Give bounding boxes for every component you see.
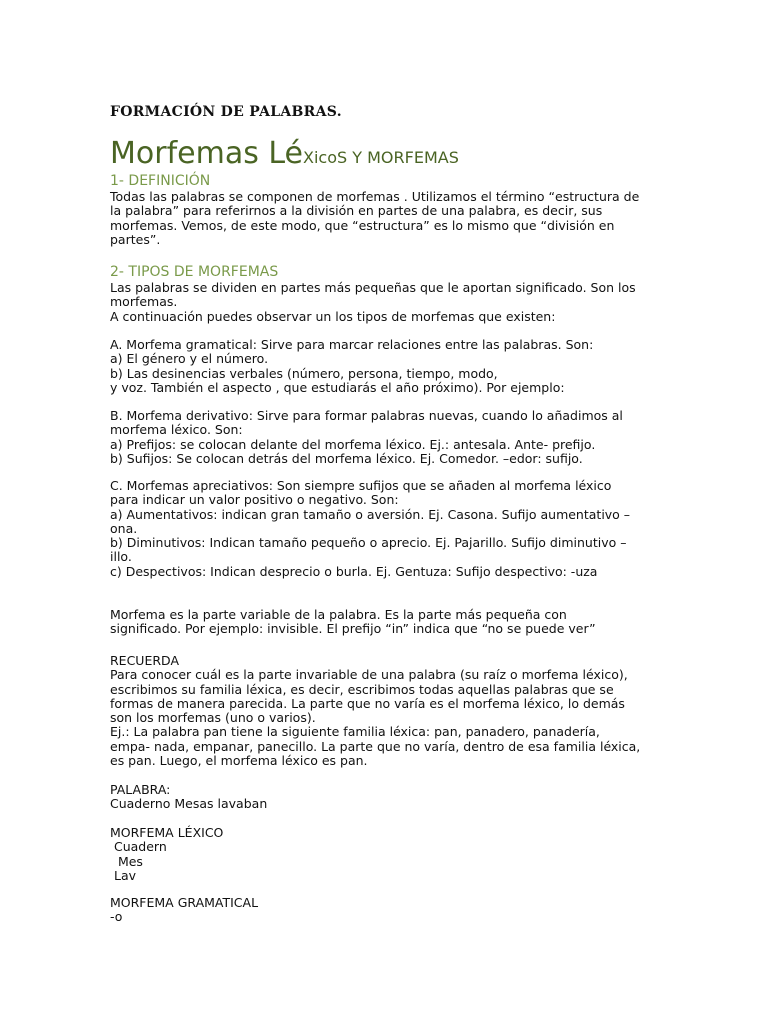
section-heading-main	[110, 136, 459, 171]
recuerda-line: Ej.: La palabra pan tiene la siguiente familia léxica: pan, panadero, panadería,	[110, 724, 600, 740]
block-c-line: para indicar un valor positivo o negativo. Son:	[110, 492, 399, 508]
block-morfemas-apreciativos	[110, 479, 670, 579]
block-a-line: b) Las desinencias verbales (número, persona, tiempo, modo,	[110, 365, 498, 381]
lexico-line: Mes	[110, 853, 143, 869]
block-b-line: b) Sufijos: Se colocan detrás del morfema léxico. Ej. Comedor. –edor: sufijo.	[110, 450, 583, 466]
block-c-line: C. Morfemas apreciativos: Son siempre sufijos que se añaden al morfema léxico	[110, 478, 612, 493]
block-recuerda	[110, 654, 670, 768]
tipos-intro-line: morfemas.	[110, 294, 178, 310]
block-a-line: A. Morfema gramatical: Sirve para marcar relaciones entre las palabras. Son:	[110, 337, 594, 352]
recuerda-line: Para conocer cuál es la parte invariable de una palabra (su raíz o morfema léxico),	[110, 667, 628, 683]
tipos-intro-line: Las palabras se dividen en partes más pequeñas que le aportan significado. Son los	[110, 280, 636, 295]
recuerda-line: son los morfemas (uno o varios).	[110, 710, 316, 726]
block-b-line: a) Prefijos: se colocan delante del morfema léxico. Ej.: antesala. Ante- prefijo.	[110, 436, 596, 452]
definicion-heading: 1- DEFINICIÓN	[110, 173, 211, 189]
definicion-line: Todas las palabras se componen de morfemas . Utilizamos el término “estructura de	[110, 189, 640, 204]
heading-large-part: Morfemas Lé	[110, 136, 304, 171]
recuerda-line: es pan. Luego, el morfema léxico es pan.	[110, 753, 368, 769]
block-b-line: morfema léxico. Son:	[110, 422, 243, 438]
section-definicion	[110, 173, 670, 247]
heading-small-part: XicoS Y MORFEMAS	[303, 148, 459, 167]
block-morfema-gramatical-ejemplo	[110, 896, 670, 925]
morfema-line: significado. Por ejemplo: invisible. El prefijo “in” indica que “no se puede ver”	[110, 621, 596, 637]
definicion-line: partes”.	[110, 231, 161, 247]
recuerda-line: RECUERDA	[110, 653, 180, 668]
recuerda-line: empa- nada, empanar, panecillo. La parte que no varía, dentro de esa familia léxica,	[110, 738, 641, 754]
lexico-line: Cuadern	[110, 839, 167, 855]
morfema-line: Morfema es la parte variable de la palabra. Es la parte más pequeña con	[110, 607, 567, 622]
recuerda-line: formas de manera parecida. La parte que no varía es el morfema léxico, lo demás	[110, 695, 625, 711]
definicion-line: morfemas. Vemos, de este modo, que “estructura” es lo mismo que “división en	[110, 217, 615, 233]
document-title: FORMACIÓN DE PALABRAS.	[110, 104, 342, 120]
block-c-line: illo.	[110, 549, 132, 565]
block-c-line: c) Despectivos: Indican desprecio o burla. Ej. Gentuza: Sufijo despectivo: -uza	[110, 563, 598, 579]
definicion-line: la palabra” para referirnos a la división en partes de una palabra, es decir, sus	[110, 203, 603, 219]
block-a-line: y voz. También el aspecto , que estudiarás el año próximo). Por ejemplo:	[110, 379, 565, 395]
tipos-intro-line: A continuación puedes observar un los tipos de morfemas que existen:	[110, 308, 556, 324]
block-b-line: B. Morfema derivativo: Sirve para formar palabras nuevas, cuando lo añadimos al	[110, 408, 623, 423]
block-c-line: b) Diminutivos: Indican tamaño pequeño o aprecio. Ej. Pajarillo. Sufijo diminutivo –	[110, 535, 627, 551]
lexico-line: Lav	[110, 867, 136, 883]
block-a-line: a) El género y el número.	[110, 351, 269, 367]
block-morfema-derivativo	[110, 409, 670, 466]
block-c-line: ona.	[110, 520, 138, 536]
section-tipos	[110, 264, 670, 324]
palabra-line: Cuaderno Mesas lavaban	[110, 796, 268, 812]
recuerda-line: escribimos su familia léxica, es decir, escribimos todas aquellas palabras que se	[110, 681, 614, 697]
lexico-line: MORFEMA LÉXICO	[110, 825, 224, 840]
block-c-line: a) Aumentativos: indican gran tamaño o aversión. Ej. Casona. Sufijo aumentativo –	[110, 506, 631, 522]
block-morfema-definicion	[110, 608, 670, 637]
block-morfema-lexico	[110, 826, 670, 883]
palabra-line: PALABRA:	[110, 782, 171, 797]
gramatical-line: MORFEMA GRAMATICAL	[110, 895, 259, 910]
gramatical-line: -o	[110, 909, 123, 925]
tipos-heading: 2- TIPOS DE MORFEMAS	[110, 264, 279, 280]
block-morfema-gramatical	[110, 338, 670, 395]
block-palabra	[110, 783, 670, 812]
